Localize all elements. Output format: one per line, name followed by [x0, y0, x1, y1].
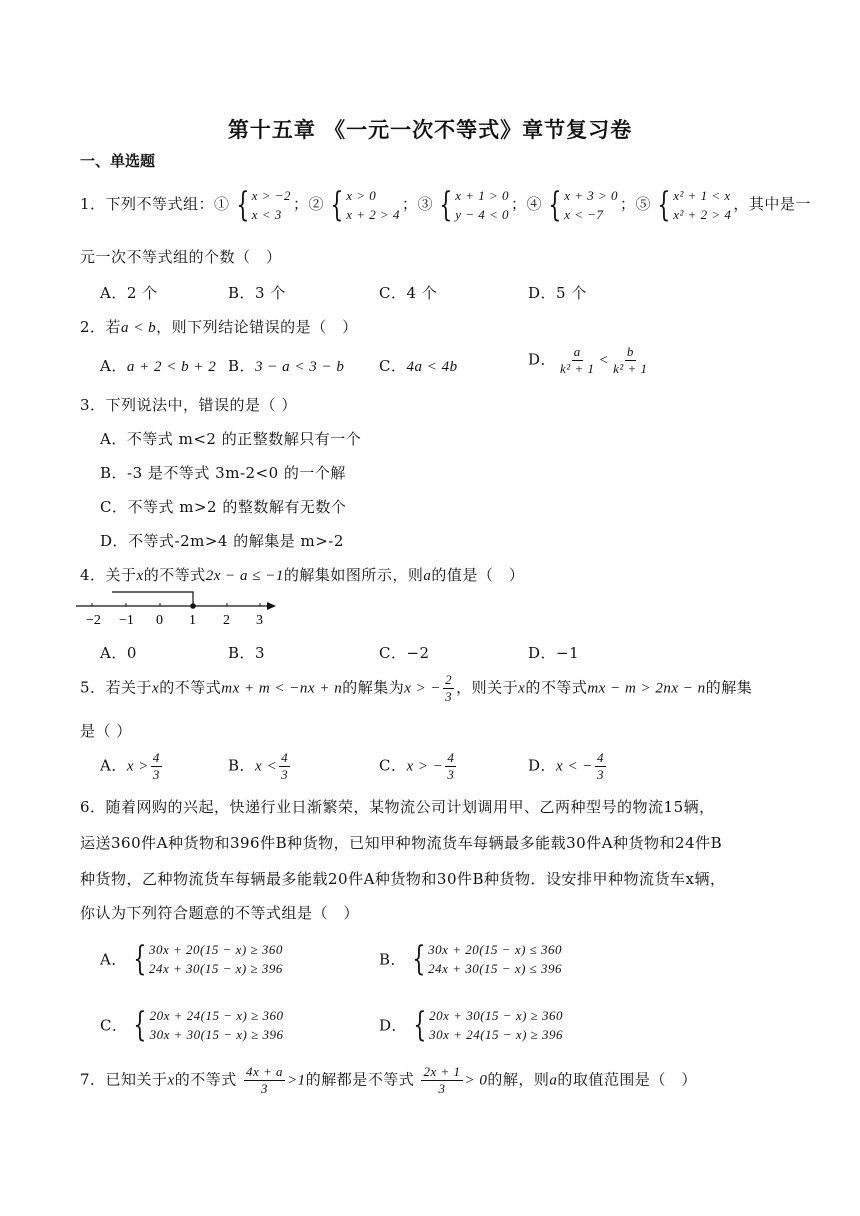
q1-option-c: C．4 个 — [379, 284, 438, 302]
question-3: 3．下列说法中，错误的是（ ） — [80, 396, 297, 414]
q6-line-4: 你认为下列符合题意的不等式组是（ ） — [80, 904, 360, 922]
q1-system-4: { x + 3 > 0 x < −7 — [548, 185, 619, 225]
q5-option-a: A．x > $\frac{4}{3}$ — [100, 750, 160, 782]
question-1: 1．下列不等式组：① { x > −2 x < 3 ；② { x > 0 x + 2 > 4 ；③ { x + 1 > 0 y − 4 < 0 ；④ { x + 3 > 0 x < −7 ；⑤ { x² + 1 < x x² + 2 > 4 ，其中是一 — [80, 185, 811, 225]
q5-option-c: C．x > − $\frac{4}{3}$ — [379, 750, 455, 782]
q1-num-2: ② — [308, 195, 325, 213]
q4-option-a: A．0 — [100, 644, 137, 662]
q1-system-2: { x > 0 x + 2 > 4 — [330, 185, 401, 225]
q3-option-d: D．不等式-2m>4 的解集是 m>-2 — [100, 532, 344, 550]
q1-option-d: D．5 个 — [528, 284, 587, 302]
q6-line-3: 种货物，乙种物流货车每辆最多能载20件A种货物和30件B种货物．设安排甲种物流货车x辆， — [80, 870, 726, 888]
q1-num-4: ④ — [526, 195, 543, 213]
question-2: 2．若a < b，则下列结论错误的是（ ） — [80, 318, 358, 336]
q1-suffix: ，其中是一 — [733, 195, 811, 213]
q5-line2: 是（ ） — [80, 722, 132, 740]
q6-line-2: 运送360件A种货物和396件B种货物，已知甲种物流货车每辆最多能载30件A种货物和24件B — [80, 834, 723, 852]
tick-label: −1 — [119, 613, 134, 628]
q6-option-b: B． { 30x + 20(15 − x) ≤ 360 24x + 30(15 − x) ≤ 396 — [379, 939, 563, 979]
number-line-figure — [76, 588, 281, 628]
q6-line-1: 6．随着网购的兴起，快递行业日渐繁荣，某物流公司计划调用甲、乙两种型号的物流15辆， — [80, 798, 715, 816]
q1-option-a: A．2 个 — [100, 284, 158, 302]
question-5: 5．若关于x的不等式mx + m < −nx + n的解集为x > − $\frac{2}{3}$ ，则关于x的不等式mx − m > 2nx − n的解集 — [80, 672, 753, 704]
page-title: 第十五章 《一元一次不等式》章节复习卷 — [227, 117, 633, 142]
question-7: 7．已知关于x的不等式 $\frac{4x + a}{3}$ >1的解都是不等式 $\frac{2x + 1}{3}$ > 0的解，则a的取值范围是（ ） — [80, 1064, 697, 1096]
number-line-arrow — [267, 602, 276, 610]
q2-option-c: C．4a < 4b — [379, 357, 458, 375]
q3-option-a: A．不等式 m<2 的正整数解只有一个 — [100, 430, 362, 448]
q1-prefix: 1．下列不等式组： — [80, 195, 215, 213]
q1-option-b: B．3 个 — [228, 284, 286, 302]
q5-option-b: B．x < $\frac{4}{3}$ — [228, 750, 289, 782]
q1-num-1: ① — [214, 195, 230, 213]
solid-endpoint — [190, 603, 196, 609]
q2-option-d: D． $\frac{a}{\text{k² + 1}}$ < $\frac{b}{\text{k² + 1}}$ — [528, 344, 648, 376]
q6-option-a: A． { 30x + 20(15 − x) ≥ 360 24x + 30(15 − x) ≥ 396 — [100, 939, 283, 979]
question-4: 4．关于x的不等式2x − a ≤ −1的解集如图所示，则a的值是（ ） — [80, 566, 525, 584]
q4-option-d: D．−1 — [528, 644, 580, 662]
tick-label: 0 — [156, 613, 163, 628]
q1-system-1: { x > −2 x < 3 — [235, 185, 292, 225]
q2-condition: a < b — [121, 320, 157, 336]
solution-bracket — [112, 592, 193, 606]
tick-label: 2 — [223, 613, 230, 628]
tick-label: −2 — [86, 613, 101, 628]
q4-option-b: B．3 — [228, 644, 266, 662]
q5-option-d: D．x < − $\frac{4}{3}$ — [528, 750, 604, 782]
q1-num-3: ③ — [417, 195, 434, 213]
q1-num-5: ⑤ — [635, 195, 652, 213]
q2-option-a: A．a + 2 < b + 2 — [100, 357, 217, 375]
q4-option-c: C．−2 — [379, 644, 430, 662]
tick-label: 1 — [189, 613, 196, 628]
section-heading: 一、单选题 — [80, 152, 156, 170]
q1-line2: 元一次不等式组的个数（ ） — [80, 248, 282, 266]
q2-option-b: B．3 − a < 3 − b — [228, 357, 345, 375]
q3-option-c: C．不等式 m>2 的整数解有无数个 — [100, 498, 347, 516]
q1-system-3: { x + 1 > 0 y − 4 < 0 — [439, 185, 510, 225]
q3-option-b: B．-3 是不等式 3m-2<0 的一个解 — [100, 464, 346, 482]
q6-option-c: C． { 20x + 24(15 − x) ≥ 360 30x + 30(15 − x) ≥ 396 — [100, 1005, 284, 1045]
q1-system-5: { x² + 1 < x x² + 2 > 4 — [657, 185, 732, 225]
tick-label: 3 — [256, 613, 263, 628]
q6-option-d: D． { 20x + 30(15 − x) ≥ 360 30x + 24(15 − x) ≥ 396 — [379, 1005, 564, 1045]
